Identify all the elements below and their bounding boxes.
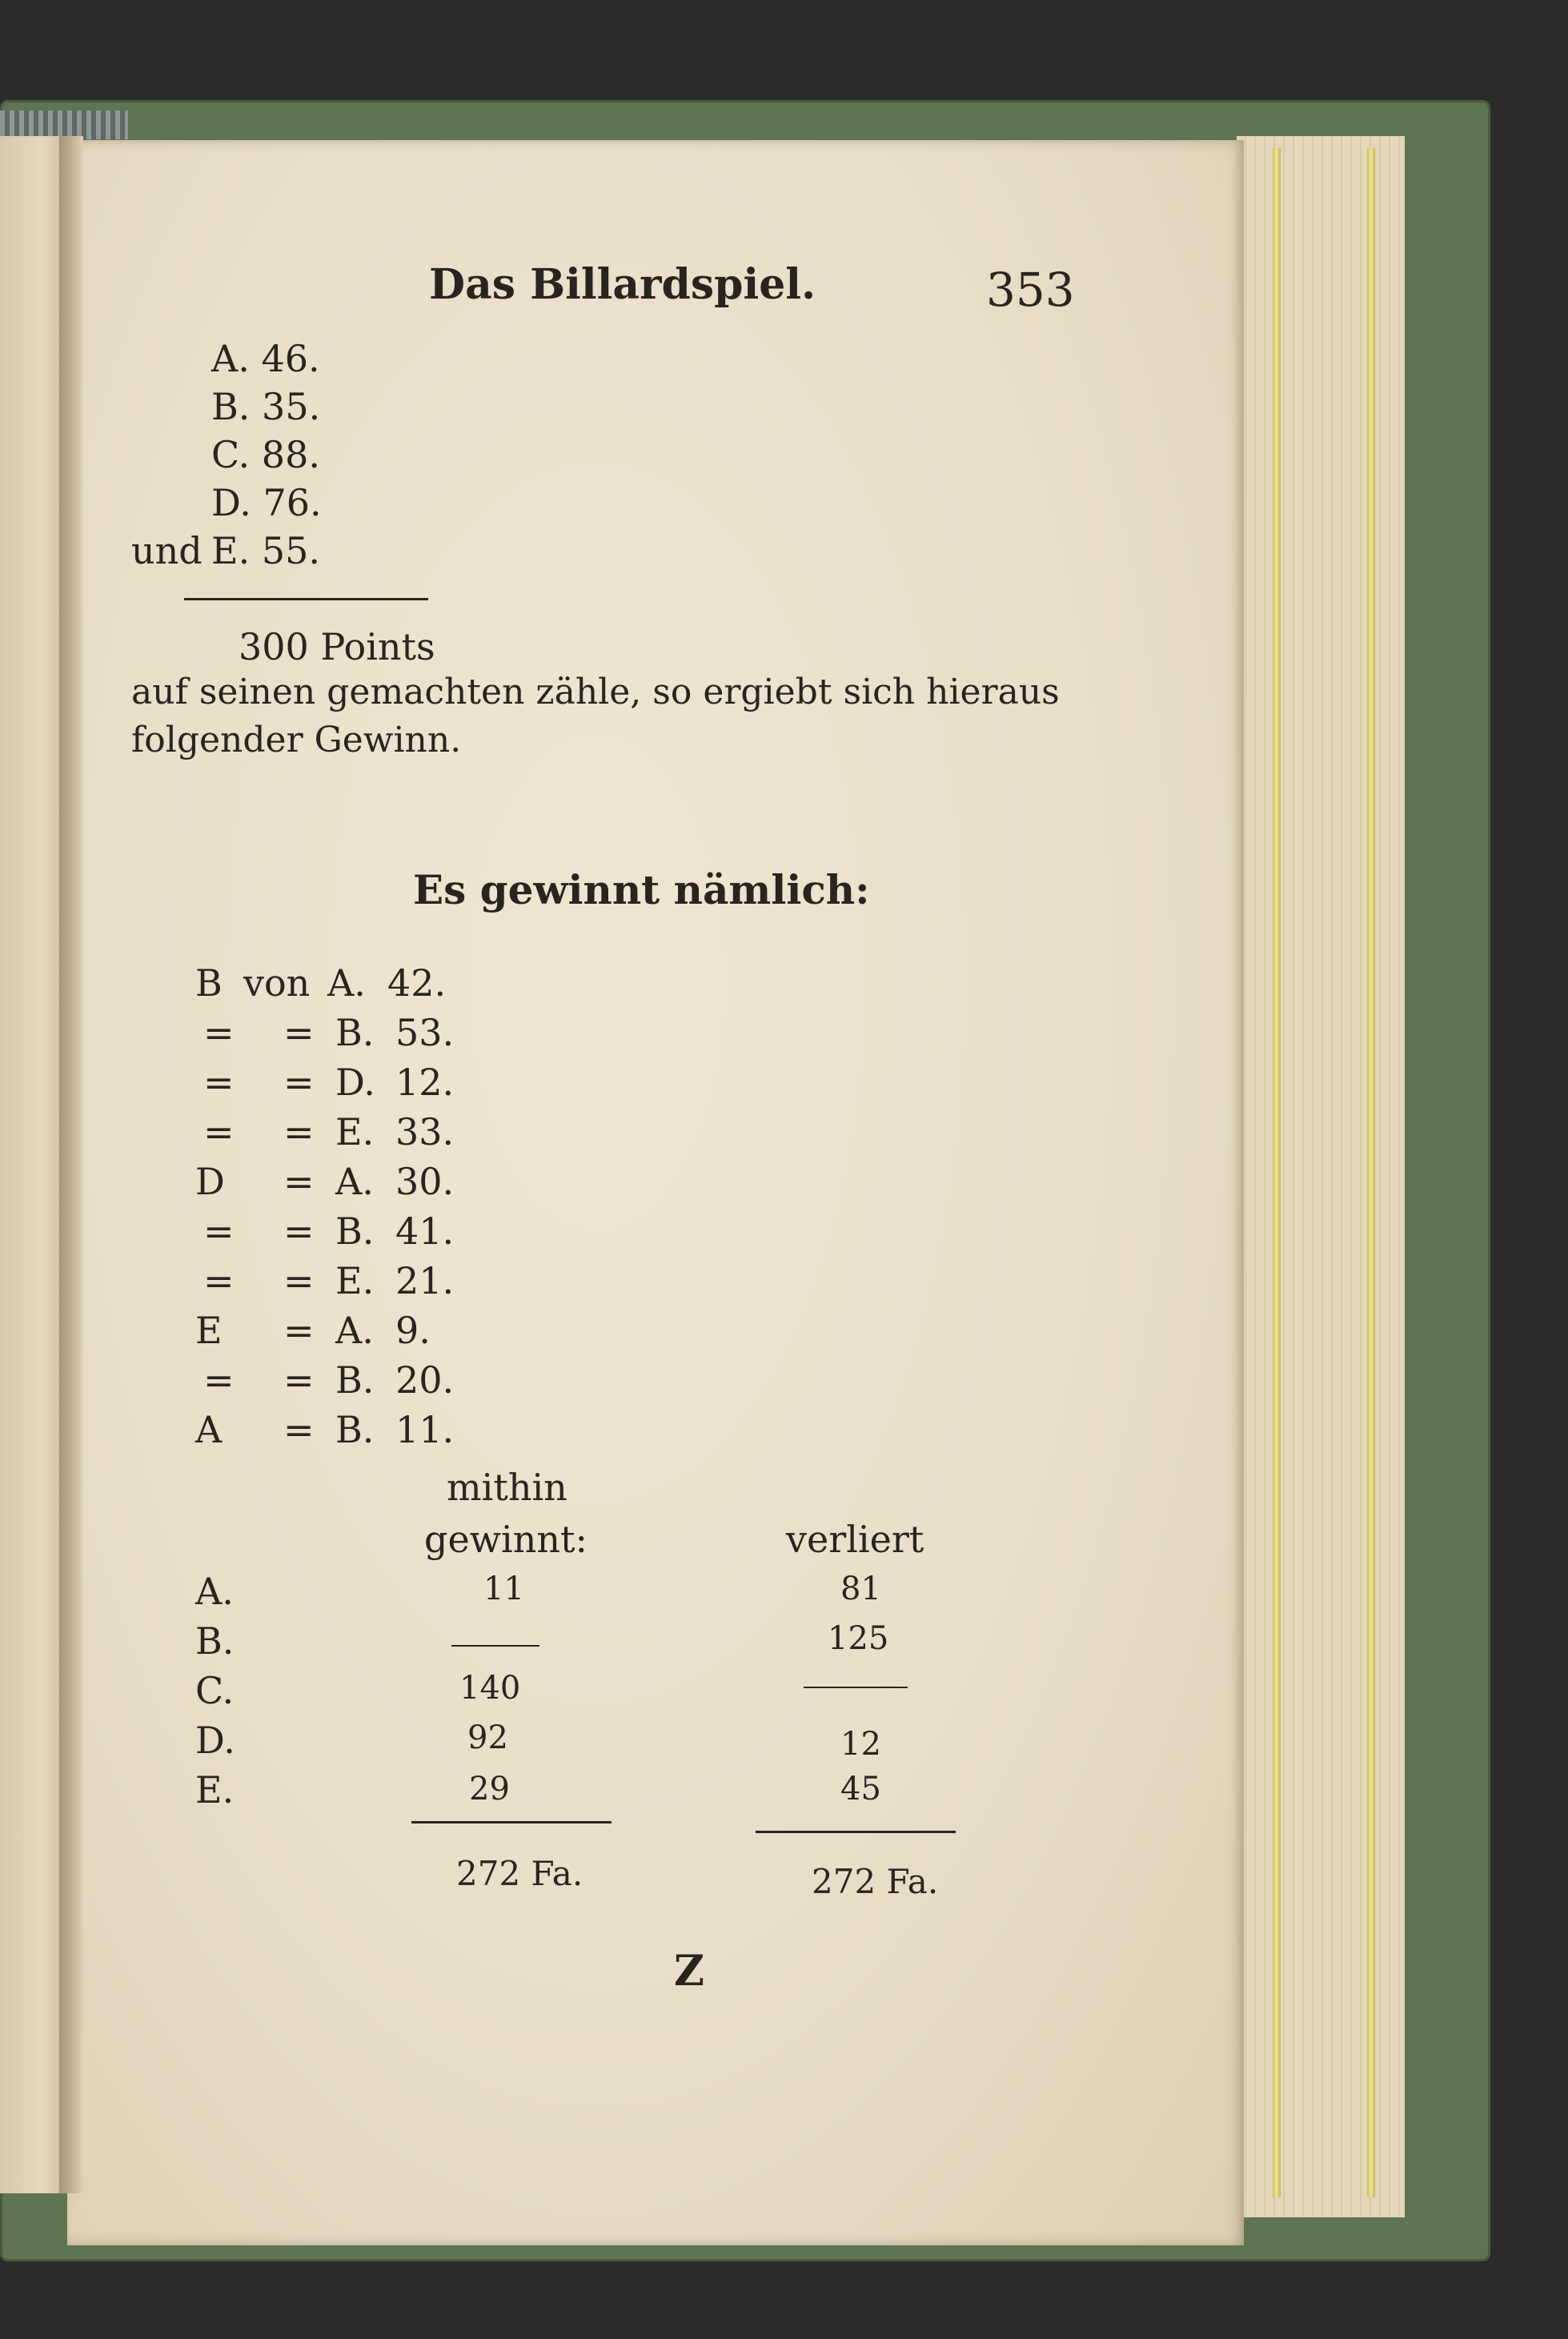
total-loss: 272 Fa. (812, 1862, 939, 1901)
list-prefix: und (131, 529, 203, 572)
page-number: 353 (986, 263, 1075, 317)
column-header-loss: verliert (786, 1518, 924, 1561)
list-item: C. 88. (211, 433, 320, 476)
sum-rule (411, 1821, 612, 1823)
gilt-edge (1367, 148, 1375, 2197)
page-block-edges (1237, 136, 1405, 2217)
paragraph-line: folgender Gewinn. (131, 720, 462, 760)
list-item: D. 76. (211, 481, 322, 524)
dash-rule (804, 1687, 908, 1688)
summary-mithin: mithin (447, 1466, 567, 1509)
signature-mark: Z (674, 1947, 704, 1996)
list-item: B. 35. (211, 385, 321, 428)
total-win: 272 Fa. (456, 1854, 583, 1893)
column-header-win: gewinnt: (424, 1518, 587, 1561)
book-page: Das Billardspiel. 353 A. 46. B. 35. C. 88. D. 76. und E. 55. 300 Points auf seinen gemachten zähle, so ergiebt sich hieraus folgender Gewinn. Es gewinnt nämlich: B von A. 42. = = B. 53. = = D. 12. = = E. 33. D = A. 30. = = B. 41. = = E. 21. E = A. 9. = = B. 20. A = B. 11. mithin gewinnt: verliert A. 11 81 B. 125 C. 140 D. 92 12 E. 29 45 272 Fa. 272 Fa. Z (67, 140, 1244, 2245)
running-title: Das Billardspiel. (429, 260, 816, 309)
list-item: A. 46. (211, 337, 320, 380)
dash-rule (451, 1645, 539, 1647)
section-heading: Es gewinnt nämlich: (413, 866, 870, 913)
sum-rule (756, 1831, 956, 1833)
paragraph-line: auf seinen gemachten zähle, so ergiebt sich hieraus (131, 672, 1060, 712)
list-item: E. 55. (211, 529, 320, 572)
sum-rule (184, 598, 428, 600)
spine-texture (0, 110, 128, 139)
total-line: 300 Points (239, 625, 435, 668)
gilt-edge (1273, 148, 1281, 2197)
gutter-shadow (59, 136, 83, 2193)
